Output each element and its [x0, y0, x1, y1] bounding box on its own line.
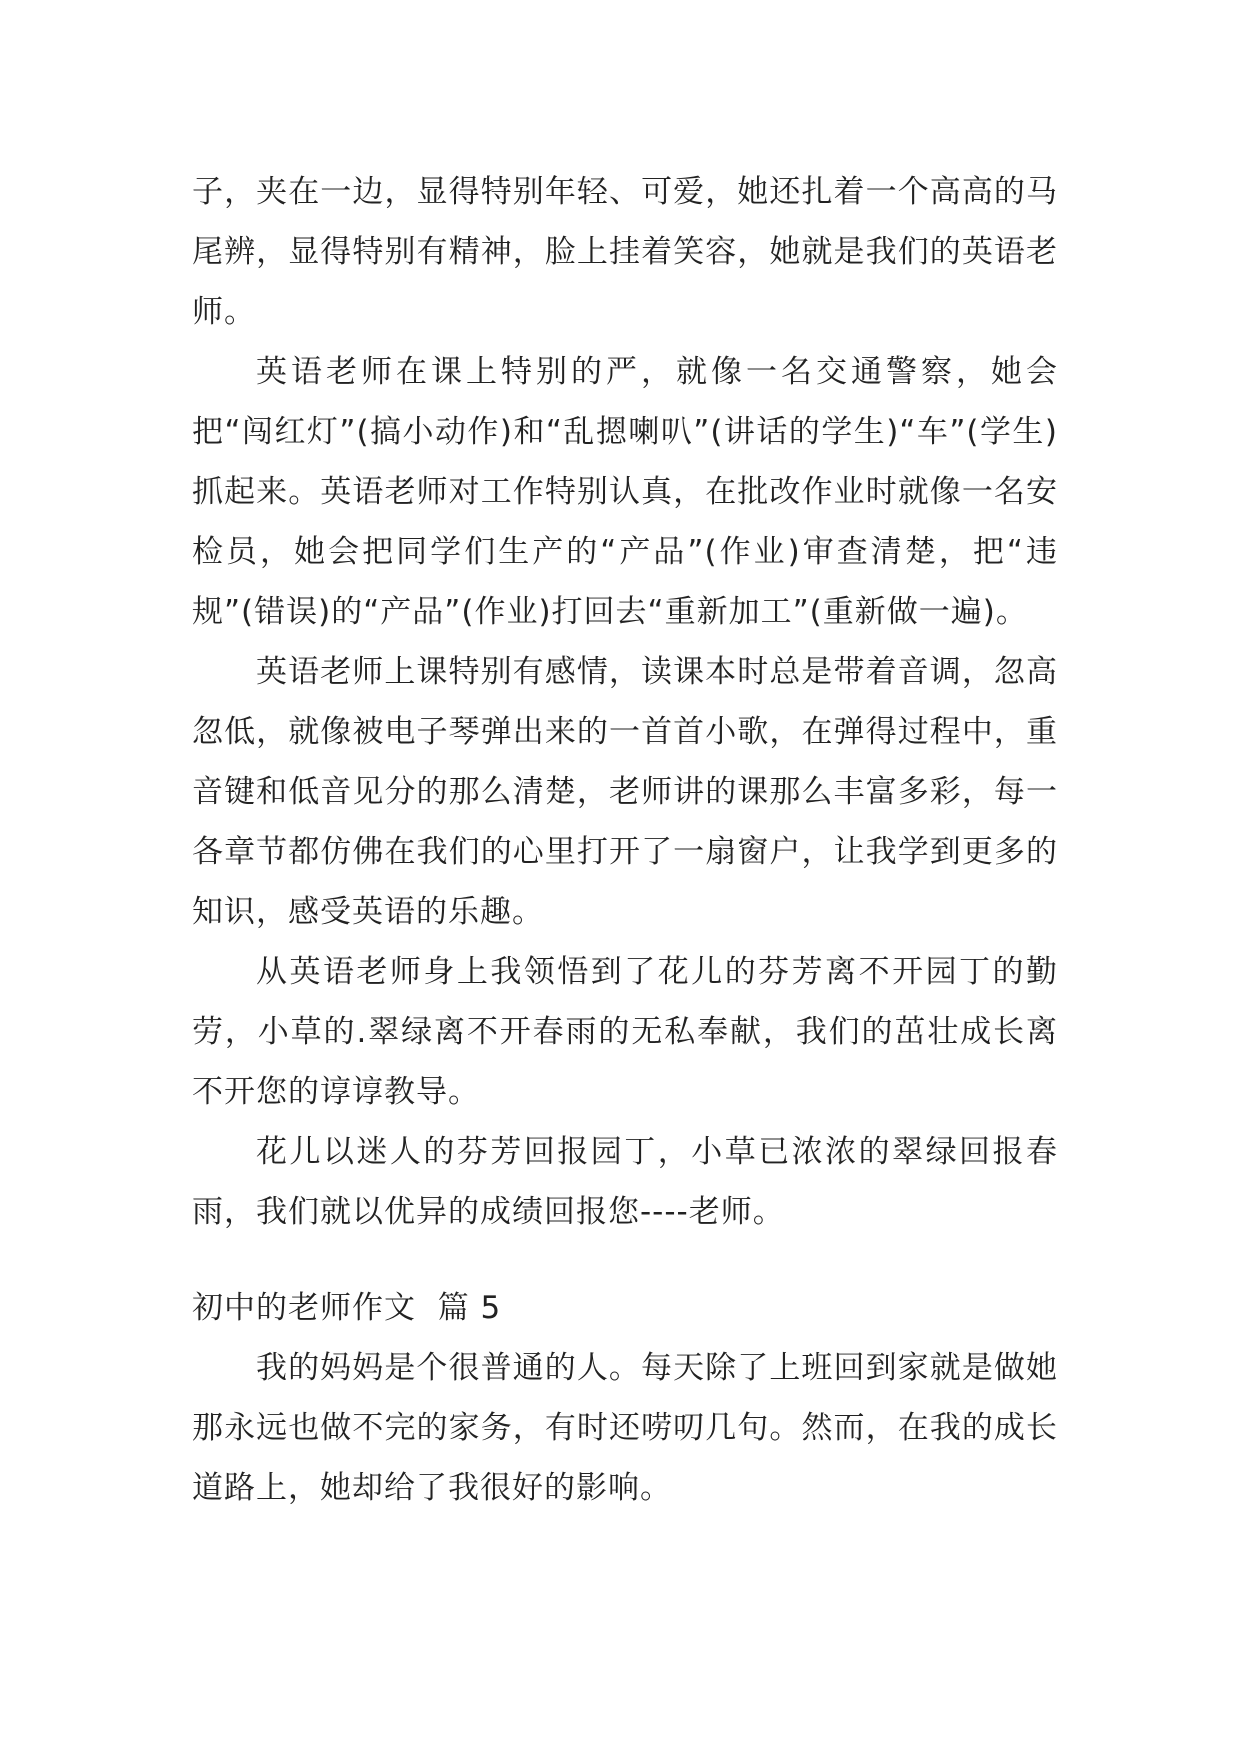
paragraph-strict-teacher: 英语老师在课上特别的严，就像一名交通警察，她会把“闯红灯”(搞小动作)和“乱摁喇叭”(讲话的学生)“车”(学生)抓起来。英语老师对工作特别认真，在批改作业时就像一名安检员，她会把同学们生产的“产品”(作业)审查清楚，把“违规”(错误)的“产品”(作业)打回去“重新加工”(重新做一遍)。	[192, 354, 1058, 630]
document-body	[192, 162, 1058, 1518]
paragraph-repay: 花儿以迷人的芬芳回报园丁，小草已浓浓的翠绿回报春雨，我们就以优异的成绩回报您----老师。	[192, 1134, 1058, 1230]
paragraph-gratitude: 从英语老师身上我领悟到了花儿的芬芳离不开园丁的勤劳，小草的.翠绿离不开春雨的无私奉献，我们的茁壮成长离不开您的谆谆教导。	[192, 954, 1058, 1110]
paragraph-emotional-teaching: 英语老师上课特别有感情，读课本时总是带着音调，忽高忽低，就像被电子琴弹出来的一首首小歌，在弹得过程中，重音键和低音见分的那么清楚，老师讲的课那么丰富多彩，每一各章节都仿佛在我们的心里打开了一扇窗户，让我学到更多的知识，感受英语的乐趣。	[192, 654, 1058, 930]
paragraph-mother: 我的妈妈是个很普通的人。每天除了上班回到家就是做她那永远也做不完的家务，有时还唠叨几句。然而，在我的成长道路上，她却给了我很好的影响。	[192, 1350, 1058, 1506]
paragraph-continuation: 子，夹在一边，显得特别年轻、可爱，她还扎着一个高高的马尾辨，显得特别有精神，脸上挂着笑容，她就是我们的英语老师。	[192, 174, 1058, 330]
section-heading: 初中的老师作文 篇 5	[192, 1290, 502, 1326]
